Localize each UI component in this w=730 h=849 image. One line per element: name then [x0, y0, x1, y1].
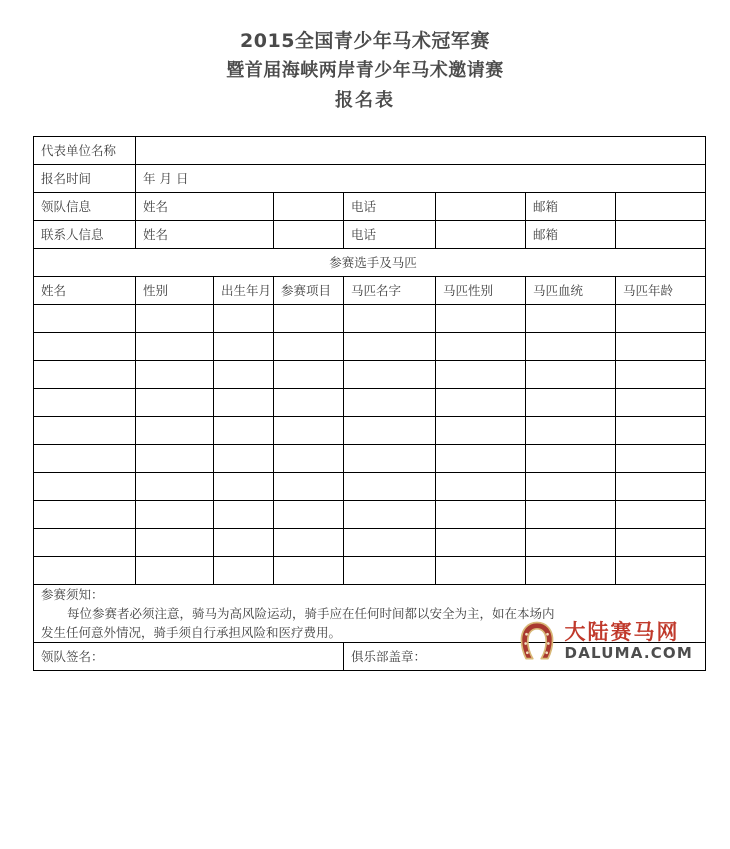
leader-label-cell: 领队信息: [34, 193, 136, 221]
table-row-signature: [34, 643, 706, 671]
table-cell[interactable]: [34, 305, 136, 333]
table-cell[interactable]: [136, 305, 214, 333]
unit-value-cell[interactable]: [136, 137, 706, 165]
club-seal-cell[interactable]: [344, 619, 706, 671]
table-cell[interactable]: [344, 445, 436, 473]
table-cell[interactable]: [34, 501, 136, 529]
table-cell[interactable]: [616, 417, 706, 445]
table-cell[interactable]: [34, 529, 136, 557]
table-row-contact: [34, 221, 706, 249]
club-seal-label: 俱乐部盖章：: [351, 649, 427, 664]
page-title-line-2: 暨首届海峡两岸青少年马术邀请赛: [226, 60, 504, 81]
table-cell[interactable]: [526, 333, 616, 361]
table-cell[interactable]: [616, 305, 706, 333]
table-cell[interactable]: [344, 501, 436, 529]
table-cell[interactable]: [274, 305, 344, 333]
table-cell[interactable]: [344, 473, 436, 501]
table-cell[interactable]: [214, 473, 274, 501]
table-row: [34, 389, 706, 417]
table-cell[interactable]: [214, 361, 274, 389]
column-header: 姓名: [34, 277, 136, 305]
table-cell[interactable]: [616, 333, 706, 361]
date-label-cell: 报名时间: [34, 165, 136, 193]
document-title-block: [0, 0, 730, 116]
table-cell[interactable]: [136, 473, 214, 501]
table-cell[interactable]: [526, 305, 616, 333]
table-cell[interactable]: [526, 529, 616, 557]
table-cell[interactable]: [136, 333, 214, 361]
column-header: 出生年月: [214, 277, 274, 305]
table-cell[interactable]: [616, 557, 706, 585]
notice-line-1: 每位参赛者必须注意，骑马为高风险运动，骑手应在任何时间都以安全为主，如在本场内: [67, 606, 555, 621]
table-cell[interactable]: [436, 361, 526, 389]
table-cell[interactable]: [136, 361, 214, 389]
table-cell[interactable]: [34, 445, 136, 473]
leader-name-label-cell: 姓名: [136, 193, 274, 221]
table-cell[interactable]: [436, 473, 526, 501]
table-cell[interactable]: [344, 557, 436, 585]
table-cell[interactable]: [526, 361, 616, 389]
table-cell[interactable]: [214, 305, 274, 333]
table-row: [34, 417, 706, 445]
table-cell[interactable]: [214, 389, 274, 417]
table-cell[interactable]: [436, 501, 526, 529]
contact-label-cell: 联系人信息: [34, 221, 136, 249]
table-row: [34, 445, 706, 473]
table-row-unit: [34, 137, 706, 165]
table-cell[interactable]: [136, 417, 214, 445]
table-row: [34, 501, 706, 529]
table-cell[interactable]: [344, 361, 436, 389]
table-cell[interactable]: [344, 389, 436, 417]
table-cell[interactable]: [34, 473, 136, 501]
table-cell[interactable]: [34, 361, 136, 389]
table-cell[interactable]: [526, 473, 616, 501]
table-cell[interactable]: [616, 529, 706, 557]
table-cell[interactable]: [436, 529, 526, 557]
table-row: [34, 361, 706, 389]
table-cell[interactable]: [214, 417, 274, 445]
table-cell[interactable]: [344, 305, 436, 333]
table-cell[interactable]: [616, 389, 706, 417]
table-cell[interactable]: [214, 501, 274, 529]
table-cell[interactable]: [274, 417, 344, 445]
contact-phone-label-cell: 电话: [344, 221, 436, 249]
leader-email-label-cell: 邮箱: [526, 193, 616, 221]
section-title-cell: 参赛选手及马匹: [34, 249, 706, 277]
contact-name-label-cell: 姓名: [136, 221, 274, 249]
table-cell[interactable]: [274, 361, 344, 389]
table-cell[interactable]: [436, 445, 526, 473]
table-cell[interactable]: [214, 445, 274, 473]
table-cell[interactable]: [616, 445, 706, 473]
leader-phone-label-cell: 电话: [344, 193, 436, 221]
date-value-cell[interactable]: 年 月 日: [136, 165, 706, 193]
column-header: 马匹血统: [526, 277, 616, 305]
table-row: [34, 333, 706, 361]
column-header: 性别: [136, 277, 214, 305]
table-cell[interactable]: [34, 333, 136, 361]
table-cell[interactable]: [136, 389, 214, 417]
leader-phone-value-cell[interactable]: [436, 193, 526, 221]
watermark-brand-en: DALUMA.COM: [564, 643, 694, 662]
table-cell[interactable]: [274, 333, 344, 361]
table-cell[interactable]: [436, 417, 526, 445]
table-row-section-title: [34, 249, 706, 277]
table-cell[interactable]: [526, 389, 616, 417]
table-row-leader: [34, 193, 706, 221]
table-cell[interactable]: [136, 445, 214, 473]
table-cell[interactable]: [274, 473, 344, 501]
table-cell[interactable]: [214, 333, 274, 361]
contact-phone-value-cell[interactable]: [436, 221, 526, 249]
leader-signature-cell[interactable]: [34, 643, 344, 671]
table-cell[interactable]: [616, 361, 706, 389]
table-cell[interactable]: [274, 529, 344, 557]
table-cell[interactable]: [136, 557, 214, 585]
table-cell[interactable]: [344, 333, 436, 361]
table-row: [34, 473, 706, 501]
leader-signature-label: 领队签名：: [41, 649, 104, 664]
leader-name-value-cell[interactable]: [274, 193, 344, 221]
column-header: 马匹性别: [436, 277, 526, 305]
table-cell[interactable]: [526, 557, 616, 585]
table-cell[interactable]: [34, 557, 136, 585]
page-title-line-3: 报名表: [335, 90, 395, 111]
table-cell[interactable]: [344, 417, 436, 445]
table-cell[interactable]: [136, 529, 214, 557]
table-row-date: [34, 165, 706, 193]
leader-email-value-cell[interactable]: [616, 193, 706, 221]
table-cell[interactable]: [526, 417, 616, 445]
table-cell[interactable]: [436, 389, 526, 417]
table-cell[interactable]: [214, 529, 274, 557]
notice-line-2: 发生任何意外情况，骑手须自行承担风险和医疗费用。: [41, 625, 342, 640]
table-header-row: [34, 277, 706, 305]
table-cell[interactable]: [34, 389, 136, 417]
table-row: [34, 305, 706, 333]
table-cell[interactable]: [436, 333, 526, 361]
table-row: [34, 557, 706, 585]
contact-email-label-cell: 邮箱: [526, 221, 616, 249]
watermark-text: [564, 619, 694, 662]
daluma-watermark: [516, 620, 693, 662]
notice-heading: 参赛须知：: [41, 587, 104, 602]
table-cell[interactable]: [436, 557, 526, 585]
page-title-line-1: 2015全国青少年马术冠军赛: [240, 30, 490, 52]
watermark-brand-cn: 大陆赛马网: [564, 619, 680, 644]
table-cell[interactable]: [436, 305, 526, 333]
table-cell[interactable]: [274, 557, 344, 585]
table-row: [34, 529, 706, 557]
table-cell[interactable]: [274, 445, 344, 473]
column-header: 参赛项目: [274, 277, 344, 305]
horseshoe-icon: [516, 620, 558, 662]
column-header: 马匹年龄: [616, 277, 706, 305]
table-cell[interactable]: [274, 389, 344, 417]
table-cell[interactable]: [616, 473, 706, 501]
registration-form: [33, 136, 705, 671]
contact-name-value-cell[interactable]: [274, 221, 344, 249]
table-cell[interactable]: [526, 501, 616, 529]
column-header: 马匹名字: [344, 277, 436, 305]
table-cell[interactable]: [274, 501, 344, 529]
registration-table: [33, 136, 706, 671]
table-cell[interactable]: [34, 417, 136, 445]
table-cell[interactable]: [214, 557, 274, 585]
table-cell[interactable]: [526, 445, 616, 473]
table-cell[interactable]: [616, 501, 706, 529]
table-cell[interactable]: [136, 501, 214, 529]
contact-email-value-cell[interactable]: [616, 221, 706, 249]
table-cell[interactable]: [344, 529, 436, 557]
unit-label-cell: 代表单位名称: [34, 137, 136, 165]
